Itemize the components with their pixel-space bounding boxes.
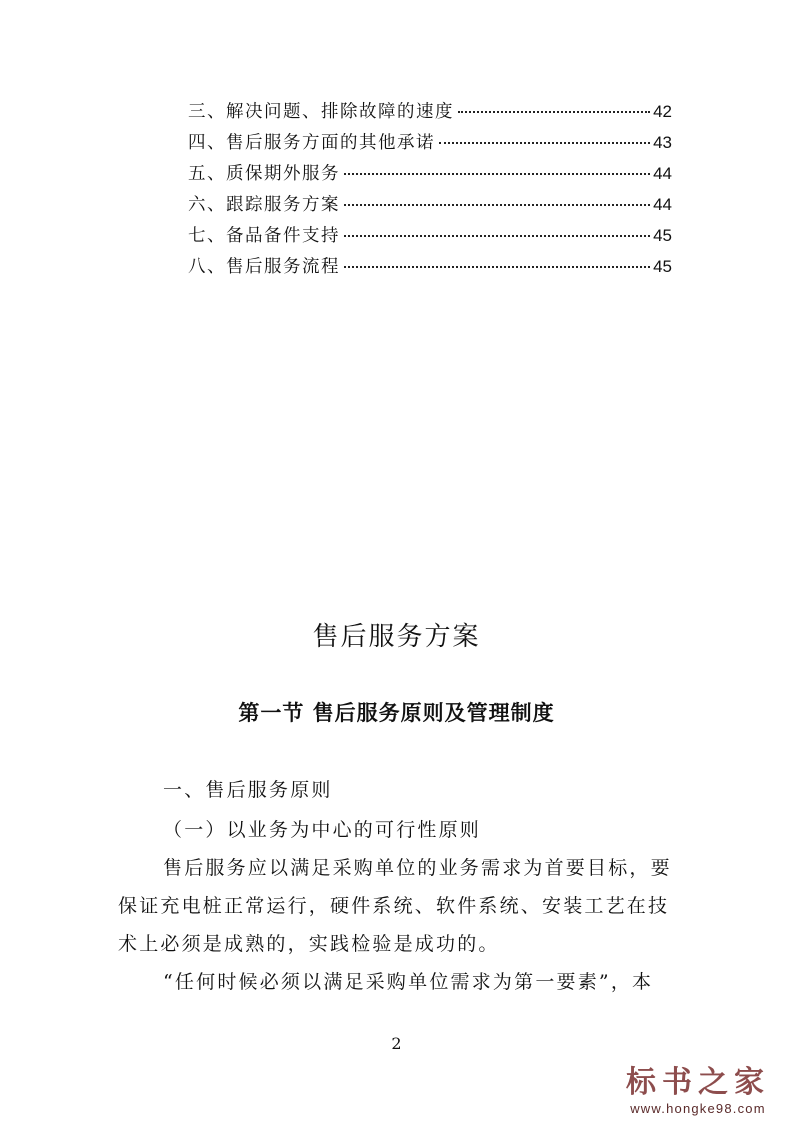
toc-dot-leader <box>344 266 650 268</box>
watermark-brand: 标书之家 <box>626 1065 770 1100</box>
toc-entry-label: 五、质保期外服务 <box>188 164 340 184</box>
toc-entry-page: 44 <box>653 164 672 183</box>
toc-entry[interactable] <box>188 253 672 284</box>
watermark-logo <box>613 1057 783 1116</box>
paragraph-line: “任何时候必须以满足采购单位需求为第一要素”，本 <box>163 971 654 993</box>
heading-level-1: 一、售后服务原则 <box>163 779 333 801</box>
toc-entry-page: 42 <box>653 102 672 121</box>
toc-dot-leader <box>458 111 650 113</box>
toc-entry[interactable] <box>188 222 672 253</box>
toc-entry-page: 43 <box>653 133 672 152</box>
toc-dot-leader <box>344 173 650 175</box>
toc-entry-label: 七、备品备件支持 <box>188 226 340 246</box>
toc-entry-label: 六、跟踪服务方案 <box>188 195 340 215</box>
toc-entry[interactable] <box>188 98 672 129</box>
toc-entry-label: 四、售后服务方面的其他承诺 <box>188 133 435 153</box>
paragraph-line: 售后服务应以满足采购单位的业务需求为首要目标，要 <box>163 857 672 879</box>
paragraph-line: 术上必须是成熟的，实践检验是成功的。 <box>118 933 500 955</box>
toc-entry-page: 45 <box>653 257 672 276</box>
page-number: 2 <box>391 1034 402 1053</box>
toc-entry[interactable] <box>188 191 672 222</box>
table-of-contents <box>188 98 672 284</box>
toc-entry-page: 44 <box>653 195 672 214</box>
toc-entry[interactable] <box>188 160 672 191</box>
toc-entry[interactable] <box>188 129 672 160</box>
document-title: 售后服务方案 <box>312 622 481 652</box>
heading-level-2: （一）以业务为中心的可行性原则 <box>163 819 482 841</box>
toc-dot-leader <box>344 204 650 206</box>
toc-entry-label: 三、解决问题、排除故障的速度 <box>188 102 454 122</box>
section-title: 第一节 售后服务原则及管理制度 <box>238 700 555 725</box>
watermark-url: www.hongke98.com <box>630 1101 766 1116</box>
toc-dot-leader <box>344 235 650 237</box>
toc-entry-label: 八、售后服务流程 <box>188 257 340 277</box>
toc-dot-leader <box>439 142 650 144</box>
toc-entry-page: 45 <box>653 226 672 245</box>
paragraph-line: 保证充电桩正常运行，硬件系统、软件系统、安装工艺在技 <box>118 895 670 917</box>
